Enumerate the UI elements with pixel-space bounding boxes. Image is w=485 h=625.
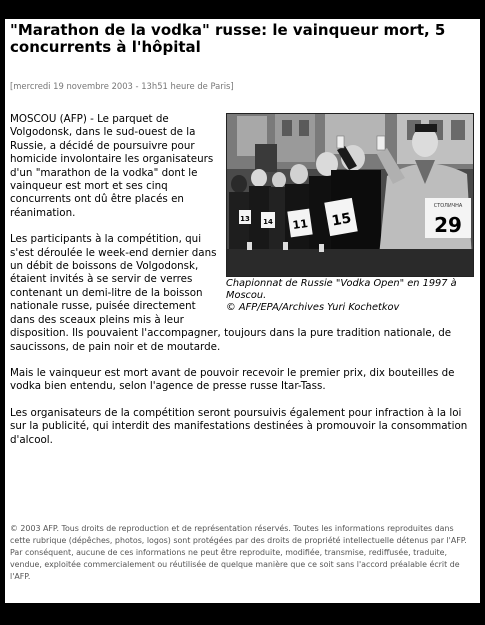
article-photo — [226, 113, 474, 277]
bib-number: 15 — [330, 210, 353, 230]
bib-number: 13 — [240, 215, 250, 223]
bib-number: 11 — [291, 216, 309, 232]
bib-number: 14 — [263, 218, 273, 226]
bib-number: 29 — [434, 213, 462, 237]
article-body — [10, 113, 476, 460]
photo-caption — [226, 278, 476, 314]
article-paragraph: Les organisateurs de la compétition seront poursuivis également pour infraction à la loi sur la publicité, qui interdit des manifestations destinées à promouvoir la consommation d'alcool. — [10, 406, 468, 446]
photo-credit: © AFP/EPA/Archives Yuri Kochetkov — [226, 302, 400, 313]
article-dateline: [mercredi 19 novembre 2003 - 13h51 heure de Paris] — [10, 81, 234, 91]
sign-text: СТОЛИЧНА — [433, 203, 463, 209]
copyright-notice: © 2003 AFP. Tous droits de reproduction et de représentation réservés. Toutes les informations reproduites dans cette rubrique (dépêches, photos, logos) sont protégées par des droits de propriété intellectuelle détenus par l'AFP. Par conséquent, aucune de ces informations ne peut être reproduite, modifiée, transmise, rediffusée, traduite, vendue, exploitée commercialement ou réutilisée de quelque manière que ce soit sans l'accord préalable écrit de l'AFP. — [10, 524, 467, 581]
article-paragraph: Les participants à la compétition, qui s'est déroulée le week-end dernier dans un débit de boissons de Volgodonsk, étaient invités à se servir de verres contenant un demi-litre de la boisson nationale russe, puisée directement dans des sceaux pleins mis à leur disposition. Ils pouvaient l'accompagner, toujours dans la pure tradition nationale, de saucissons, de pain noir et de moutarde. — [10, 233, 452, 353]
article-figure — [226, 113, 476, 314]
article-page — [5, 19, 480, 603]
article-paragraph: Mais le vainqueur est mort avant de pouvoir recevoir le premier prix, dix bouteilles de vodka bien entendu, selon l'agence de presse russe Itar-Tass. — [10, 366, 455, 393]
article-title: "Marathon de la vodka" russe: le vainqueur mort, 5 concurrents à l'hôpital — [10, 21, 446, 56]
article-paragraph: MOSCOU (AFP) - Le parquet de Volgodonsk, dans le sud-ouest de la Russie, a décidé de poursuivre pour homicide involontaire les organisateurs d'un "marathon de la vodka" dont le vainqueur est mort et ses cinq concurrents ont dû être placés en réanimation. — [10, 113, 214, 219]
photo-caption-text: Chapionnat de Russie "Vodka Open" en 1997 à Moscou. — [226, 278, 457, 301]
